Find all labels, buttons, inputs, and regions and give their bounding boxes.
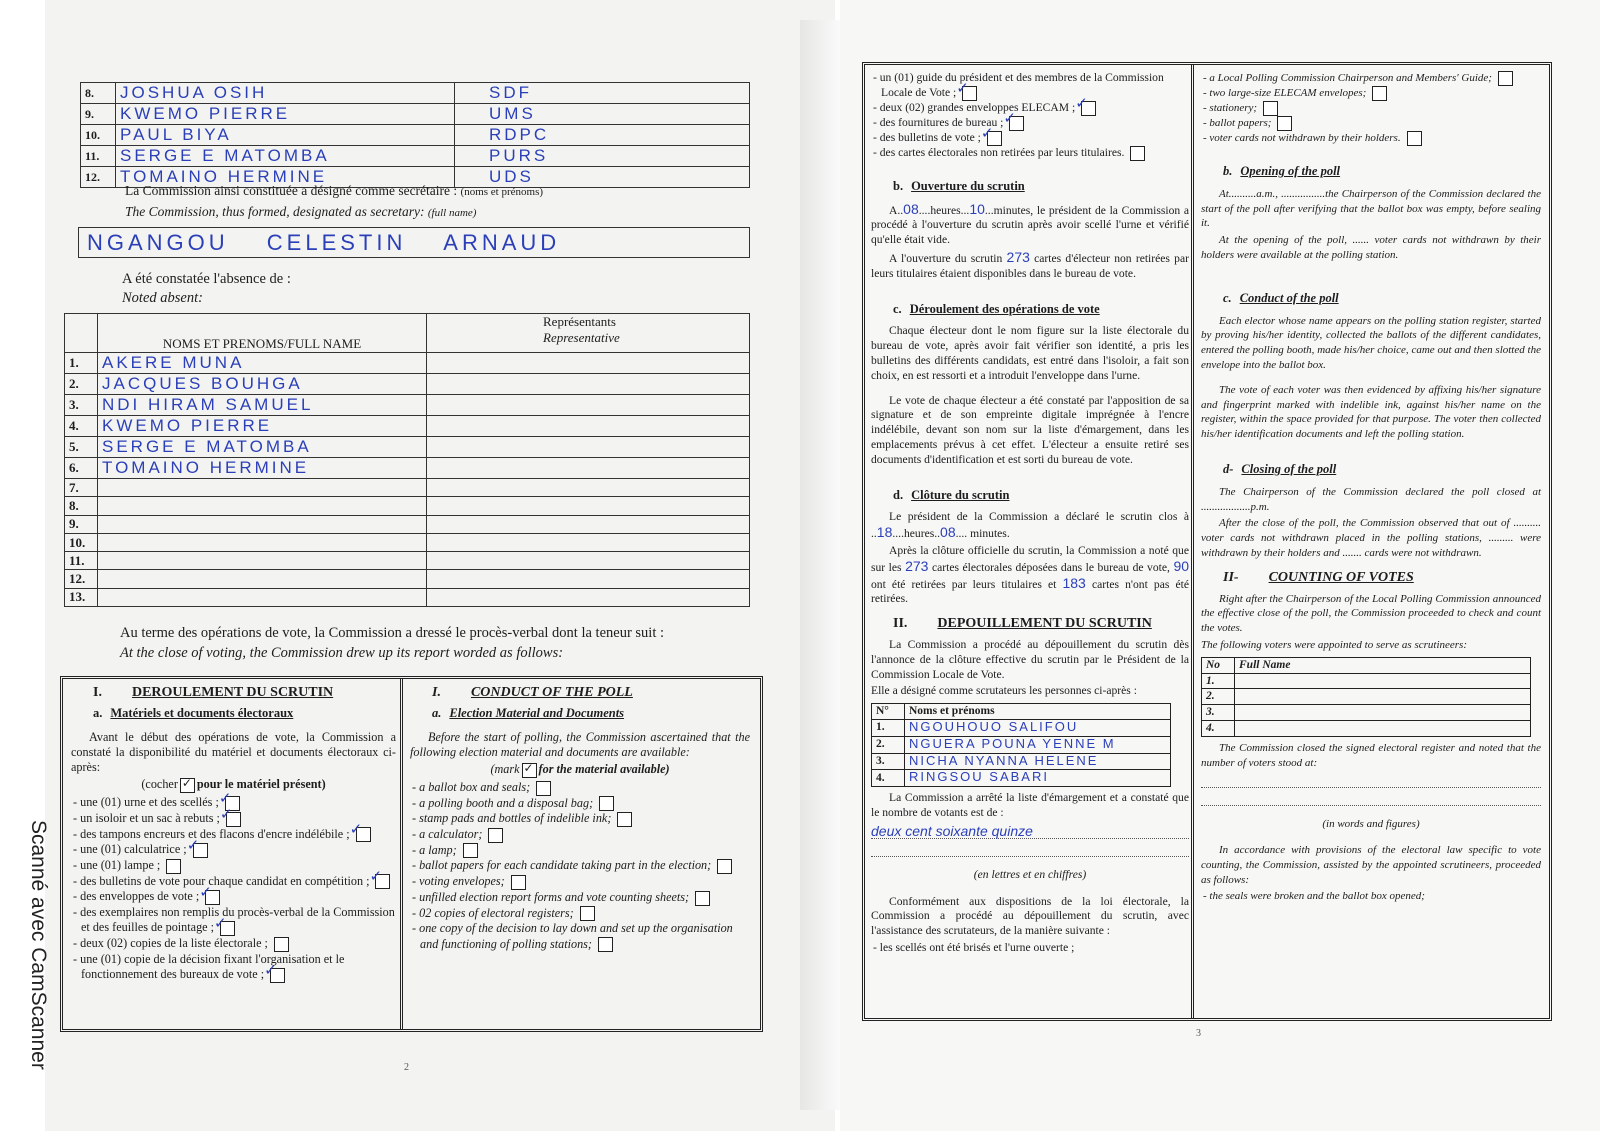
absent-num-header (65, 314, 98, 353)
absent-row (65, 395, 750, 416)
scrutineer-num: 3. (872, 753, 905, 770)
material-item-label: - des bulletins de vote ; (873, 130, 981, 144)
material-item-label: - des tampons encreurs et des flacons d'encre indélébile ; (73, 826, 350, 841)
material-item (71, 811, 396, 827)
column-divider (1191, 65, 1197, 1018)
material-checkbox[interactable] (717, 859, 732, 874)
member-party-cell[interactable] (455, 83, 750, 104)
material-item (871, 101, 1189, 116)
material-item-label: - a polling booth and a disposal bag; (412, 795, 594, 810)
absent-num: 4. (65, 416, 98, 437)
voters-count-field-en-line2[interactable] (1201, 791, 1541, 806)
section1-french-column: I. DEROULEMENT DU SCRUTIN a. Matériels et documents électoraux Avant le début des opérations de vote, la Commission a constaté la disponibilité du matériel et documents électoraux ci-après: (cocher ✓ pour le matériel présent) - une (01) urne et des scellés ;✓ - un isoloir et un sac à rebuts ;✓ - des tampons encreurs et des flacons d'encre indélébile ;✓ - une (01) calculatrice ;✓ - une (01) lampe ; - des bulletins de vote pour chaque candidat en compétition ;✓ - des enveloppes de vote ;✓ - des exemplaires non remplis du procès-verbal de la Commission et des feuilles de pointage ;✓ - deux (02) copies de la liste électorale ; - une (01) copie de la décision fixant l'organisation et le fonctionnement des bureaux de vote ;✓ (71, 685, 396, 983)
member-party-cell[interactable] (455, 104, 750, 125)
closing-hours-field[interactable]: 18 (876, 524, 893, 541)
member-party: RDPC (489, 125, 550, 144)
absent-row (65, 552, 750, 570)
absent-rep-cell[interactable] (427, 437, 750, 458)
absent-name-cell[interactable] (98, 497, 427, 515)
material-checkbox[interactable] (274, 937, 289, 952)
member-row (81, 125, 750, 146)
voters-count-field-line2[interactable] (871, 842, 1189, 857)
absent-row (65, 533, 750, 551)
report-intro: Au terme des opérations de vote, la Commission a dressé le procès-verbal dont la teneur suit : At the close of voting, the Commission drew up its report worded as follows: (120, 625, 665, 661)
member-num: 11. (81, 146, 116, 167)
absent-name: NDI HIRAM SAMUEL (102, 395, 314, 414)
page-gutter (800, 20, 840, 1110)
absent-rep-cell[interactable] (427, 416, 750, 437)
absent-num: 7. (65, 479, 98, 497)
absent-num: 5. (65, 437, 98, 458)
absent-name-cell[interactable] (98, 533, 427, 551)
material-item (410, 811, 750, 827)
scrutineer-row (872, 736, 1171, 753)
commission-members-table (80, 82, 750, 188)
member-party-cell[interactable] (455, 125, 750, 146)
secretary-name-field[interactable] (78, 227, 750, 258)
material-checkbox[interactable] (488, 828, 503, 843)
material-checkbox[interactable] (205, 890, 220, 905)
material-item-label: - des bulletins de vote pour chaque candidat en compétition ; (73, 873, 370, 888)
scrutineer-row (1202, 720, 1531, 736)
material-item (71, 905, 396, 936)
material-item (410, 921, 750, 952)
voters-count-field-en[interactable] (1201, 773, 1541, 788)
absent-num: 8. (65, 497, 98, 515)
cards-withdrawn-field[interactable]: 90 (1173, 557, 1190, 574)
material-checkbox[interactable] (375, 874, 390, 889)
material-item-label: - une (01) lampe ; (73, 858, 161, 872)
scrutineer-row (1202, 673, 1531, 689)
material-item-label: - des fournitures de bureau ; (873, 115, 1004, 129)
absent-row (65, 458, 750, 479)
material-item (410, 890, 750, 906)
material-item (410, 874, 750, 890)
scrutineer-name-cell[interactable] (1235, 720, 1531, 736)
material-item (71, 874, 396, 890)
scrutineer-name-cell[interactable] (905, 736, 1171, 753)
scrutineer-num: 4. (872, 770, 905, 787)
absent-rep-cell[interactable] (427, 533, 750, 551)
material-item-label: - one copy of the decision to lay down and set up the organisation and functioning of polling stations; (412, 921, 733, 951)
scrutineer-name: RINGSOU SABARI (909, 769, 1049, 785)
absent-num: 1. (65, 353, 98, 374)
member-name: TOMAINO HERMINE (120, 167, 328, 186)
member-party: UMS (489, 104, 536, 123)
absent-rep-cell[interactable] (427, 570, 750, 588)
material-item (71, 889, 396, 905)
member-party-cell[interactable] (455, 146, 750, 167)
scrutineer-name: NGOUHOUO SALIFOU (909, 718, 1079, 734)
material-item-label: - unfilled election report forms and vote counting sheets; (412, 889, 690, 904)
absent-name-cell[interactable] (98, 374, 427, 395)
absent-num: 11. (65, 552, 98, 570)
material-checkbox[interactable] (617, 812, 632, 827)
absent-rep-cell[interactable] (427, 374, 750, 395)
material-checkbox[interactable] (1407, 131, 1422, 146)
absent-name-cell[interactable] (98, 570, 427, 588)
material-checkbox[interactable] (166, 859, 181, 874)
scrutineer-name: NICHA NYANNA HELENE (909, 752, 1099, 768)
material-item-label: - une (01) copie de la décision fixant l'organisation et le fonctionnement des bureaux de vote ; (73, 951, 345, 982)
material-item-label: - un isoloir et un sac à rebuts ; (73, 810, 220, 825)
member-row (81, 104, 750, 125)
absent-rep-header: Représentants Representative (427, 314, 750, 353)
material-item-label: - stationery; (1203, 102, 1258, 115)
member-name-cell[interactable] (116, 125, 455, 146)
material-checkbox[interactable] (193, 843, 208, 858)
material-checkbox[interactable] (220, 921, 235, 936)
material-item (410, 906, 750, 922)
scrutineer-num: 1. (1202, 673, 1235, 689)
material-item-label: - un (01) guide du président et des membres de la Commission Locale de Vote ; (873, 71, 1164, 99)
cards-deposited-field[interactable]: 273 (905, 557, 929, 574)
scrutineer-name-cell[interactable] (905, 753, 1171, 770)
absent-name-cell[interactable] (98, 479, 427, 497)
scanner-watermark: Scanné avec CamScanner (27, 820, 50, 1070)
scrutineer-name-cell[interactable] (1235, 689, 1531, 705)
scrutineer-num: 4. (1202, 720, 1235, 736)
absent-num: 12. (65, 570, 98, 588)
member-party: PURS (489, 146, 549, 165)
material-item-label: - a Local Polling Commission Chairperson and Members' Guide; (1203, 72, 1492, 85)
member-num: 8. (81, 83, 116, 104)
material-item (410, 843, 750, 859)
opening-hours-field[interactable]: 08 (903, 200, 919, 217)
member-row (81, 146, 750, 167)
scrutineer-name: NGUERA POUNA YENNE M (909, 735, 1116, 751)
material-checkbox[interactable] (599, 796, 614, 811)
closing-minutes-field[interactable]: 08 (940, 524, 956, 541)
absent-rep-cell[interactable] (427, 395, 750, 416)
section-conduct-frame-right (862, 62, 1552, 1021)
scrutineer-name-cell[interactable] (1235, 705, 1531, 721)
absent-num: 9. (65, 515, 98, 533)
scrutineer-num: 2. (872, 736, 905, 753)
absent-row (65, 437, 750, 458)
absent-num: 10. (65, 533, 98, 551)
absent-num: 13. (65, 588, 98, 606)
material-checkbox[interactable] (962, 86, 977, 101)
material-item-label: - 02 copies of electoral registers; (412, 905, 574, 920)
member-num: 10. (81, 125, 116, 146)
material-item-label: - deux (02) grandes enveloppes ELECAM ; (873, 100, 1076, 114)
scrutineer-name-cell[interactable] (905, 770, 1171, 787)
member-name: JOSHUA OSIH (120, 83, 268, 102)
absent-members-table (64, 313, 750, 607)
material-checkbox[interactable] (1130, 146, 1145, 161)
cards-not-withdrawn-field[interactable]: 183 (1062, 574, 1086, 591)
absent-name-header: NOMS ET PRENOMS/FULL NAME (98, 314, 427, 353)
column-divider (400, 679, 406, 1029)
material-item-label: - a calculator; (412, 827, 483, 841)
member-party: UDS (489, 167, 534, 186)
page-number-right: 3 (1196, 1028, 1201, 1039)
absent-row (65, 570, 750, 588)
absent-row (65, 416, 750, 437)
scrutineer-row (872, 770, 1171, 787)
absent-num: 2. (65, 374, 98, 395)
absent-row (65, 497, 750, 515)
material-checkbox[interactable] (1277, 116, 1292, 131)
absent-row (65, 515, 750, 533)
material-checkbox[interactable] (356, 827, 371, 842)
material-checkbox[interactable] (987, 131, 1002, 146)
material-item (410, 827, 750, 843)
material-checkbox[interactable] (1372, 86, 1387, 101)
material-item (71, 842, 396, 858)
absent-row (65, 479, 750, 497)
absent-row (65, 374, 750, 395)
material-checkbox[interactable] (270, 968, 285, 983)
material-item (1201, 131, 1541, 146)
material-item-label: - une (01) urne et des scellés ; (73, 795, 219, 810)
absent-name-cell[interactable] (98, 416, 427, 437)
material-checkbox[interactable] (226, 812, 241, 827)
material-item (871, 131, 1189, 146)
material-checkbox[interactable] (463, 843, 478, 858)
absent-rep-cell[interactable] (427, 353, 750, 374)
legend-checkbox-icon (180, 778, 195, 793)
material-item-label: - voting envelopes; (412, 874, 505, 889)
material-item (71, 936, 396, 952)
scrutineer-row (1202, 689, 1531, 705)
material-checkbox[interactable] (511, 875, 526, 890)
material-checkbox[interactable] (1498, 71, 1513, 86)
material-item (871, 146, 1189, 161)
absent-rep-cell[interactable] (427, 458, 750, 479)
material-item-label: - ballot papers for each candidate taking part in the election; (412, 858, 712, 873)
absent-name-cell[interactable] (98, 353, 427, 374)
member-row (81, 83, 750, 104)
scrutineer-name-cell[interactable] (1235, 673, 1531, 689)
absent-name: JACQUES BOUHGA (102, 374, 303, 393)
absent-rep-cell[interactable] (427, 479, 750, 497)
material-item-label: - des cartes électorales non retirées par leurs titulaires. (873, 145, 1125, 159)
opening-cards-field[interactable]: 273 (1006, 248, 1030, 265)
material-item (71, 827, 396, 843)
member-num: 12. (81, 167, 116, 188)
material-item-label: - une (01) calculatrice ; (73, 842, 187, 857)
scrutineer-num: 3. (1202, 705, 1235, 721)
absent-row (65, 588, 750, 606)
absent-rep-cell[interactable] (427, 515, 750, 533)
member-party: SDF (489, 83, 532, 102)
absent-num: 6. (65, 458, 98, 479)
material-item-label: - ballot papers; (1203, 117, 1272, 130)
material-item-label: - a ballot box and seals; (412, 779, 531, 794)
member-name: PAUL BIYA (120, 125, 232, 144)
opening-minutes-field[interactable]: 10 (969, 200, 985, 217)
scrutineer-num: 1. (872, 719, 905, 736)
material-checkbox[interactable] (1263, 101, 1278, 116)
material-checkbox[interactable] (580, 906, 595, 921)
absent-label: A été constatée l'absence de : Noted absent: (122, 271, 291, 306)
material-item (410, 858, 750, 874)
material-item-label: - deux (02) copies de la liste électorale ; (73, 936, 268, 951)
material-item-label: - two large-size ELECAM envelopes; (1203, 87, 1367, 100)
material-item (71, 795, 396, 811)
legend-checkbox-icon (522, 763, 537, 778)
material-item (410, 796, 750, 812)
absent-row (65, 353, 750, 374)
material-item (1201, 71, 1541, 86)
member-name: SERGE E MATOMBA (120, 146, 330, 165)
voters-count-field[interactable]: deux cent soixante quinze (871, 824, 1189, 839)
material-checkbox[interactable] (598, 937, 613, 952)
secretary-name: NGANGOU CELESTIN ARNAUD (87, 230, 561, 255)
absent-name: AKERE MUNA (102, 353, 245, 372)
absent-rep-cell[interactable] (427, 497, 750, 515)
member-name-cell[interactable] (116, 83, 455, 104)
french-column: - un (01) guide du président et des membres de la Commission Locale de Vote ;✓ - deux (02) grandes enveloppes ELECAM ;✓ - des fournitures de bureau ;✓ - des bulletins de vote ;✓ - des cartes électorales non retirées par leurs titulaires. b. Ouverture du scrutin A..08....heures...10...minutes, le président de la Commission a procédé à l'ouverture du scrutin après avoir scellé l'urne et vérifié qu'elle était vide. A l'ouverture du scrutin 273 cartes d'électeur non retirées par leurs titulaires étaient disponibles dans le bureau de vote. c. Déroulement des opérations de vote Chaque électeur dont le nom figure sur la liste électorale du bureau de vote, après avoir fait vérifier son identité, a pris les bulletins des différents candidats, est entré dans l'isoloir, a fait son choix, en est ressorti et a introduit l'enveloppe dans l'urne. Le vote de chaque électeur a été constaté par l'apposition de sa signature et de son empreinte digitale imprégnée à l'encre indélébile, devant son nom sur la liste d'émargement, dans les emplacements prévus à cet effet. L'électeur a ensuite retiré ses documents d'identification et est sorti du bureau de vote. d. Clôture du scrutin Le président de la Commission a déclaré le scrutin clos à ..18....heures..08.... minutes. Après la clôture officielle du scrutin, la Commission a noté que sur les 273 cartes électorales déposées dans le bureau de vote, 90 ont été retirées par leurs titulaires et 183 cartes n'ont pas été retirées. II. DEPOUILLEMENT DU SCRUTIN La Commission a procédé au dépouillement du scrutin dès l'annonce de la clôture effective du scrutin par le Président de la Commission Locale de Vote. Elle a désigné comme scrutateurs les personnes ci-après : N° Noms et prénoms 1. NGOUHOUO SALIFOU 2. NGUERA POUNA YENNE M 3. NICHA NYANNA HELENE 4. RINGSOU SABARI La Commission a arrêté la liste d'émargement et a constaté que le nombre de votants est de : deux cent soixante quinze (en lettres et en chiffres) Conformément aux dispositions de la loi électorale, la Commission a procédé au dépouillement du scrutin, avec l'assistance des scrutateurs, de la manière suivante : - les scellés ont été brisés et l'urne ouverte ; (871, 71, 1189, 956)
scrutineers-table-fr: N° Noms et prénoms 1. NGOUHOUO SALIFOU 2. NGUERA POUNA YENNE M 3. NICHA NYANNA HELENE 4. RINGSOU SABARI (871, 703, 1171, 787)
absent-name: KWEMO PIERRE (102, 416, 273, 435)
member-num: 9. (81, 104, 116, 125)
material-checkbox[interactable] (1081, 101, 1096, 116)
material-item-label: - stamp pads and bottles of indelible ink; (412, 811, 612, 826)
section-conduct-frame-left (60, 676, 763, 1032)
material-item (871, 71, 1189, 101)
absent-name-cell[interactable] (98, 437, 427, 458)
absent-rep-cell[interactable] (427, 552, 750, 570)
scrutineer-row (1202, 705, 1531, 721)
scrutineer-row (872, 753, 1171, 770)
material-checkbox[interactable] (536, 781, 551, 796)
material-item (71, 952, 396, 983)
material-item-label: - voter cards not withdrawn by their holders. (1203, 132, 1401, 145)
absent-name: TOMAINO HERMINE (102, 458, 310, 477)
member-name-cell[interactable] (116, 146, 455, 167)
material-item-label: - des enveloppes de vote ; (73, 889, 200, 904)
material-item (1201, 101, 1541, 116)
scrutineer-num: 2. (1202, 689, 1235, 705)
absent-name-cell[interactable] (98, 588, 427, 606)
scrutineer-row (872, 719, 1171, 736)
material-checkbox[interactable] (695, 891, 710, 906)
member-name: KWEMO PIERRE (120, 104, 291, 123)
absent-rep-cell[interactable] (427, 588, 750, 606)
material-item (410, 780, 750, 796)
absent-name-cell[interactable] (98, 458, 427, 479)
absent-name-cell[interactable] (98, 515, 427, 533)
page-number-left: 2 (404, 1062, 409, 1073)
material-item (71, 858, 396, 874)
scrutineers-table-en: No Full Name 1. 2. 3. 4. (1201, 657, 1531, 737)
material-checkbox[interactable] (1009, 116, 1024, 131)
absent-name: SERGE E MATOMBA (102, 437, 312, 456)
material-item-label: - des exemplaires non remplis du procès-verbal de la Commission et des feuilles de pointage ; (73, 905, 395, 935)
english-column: - a Local Polling Commission Chairperson and Members' Guide; - two large-size ELECAM envelopes; - stationery; - ballot papers; - voter cards not withdrawn by their holders. b. Opening of the poll At..........a.m., ................the Chairperson of the Commission declared the start of the poll after verifying that the ballot box was empty, before sealing it. At the opening of the poll, ...... voter cards not withdrawn by their holders were available at the polling station. c. Conduct of the poll Each elector whose name appears on the polling station register, started by proving his/her identity, collected the ballots of the different candidates, entered the polling booth, made his/her choice, came out and then slotted the envelope into the ballot box. The vote of each voter was then evidenced by affixing his/her signature and fingerprint marked with indelible ink, against his/her name on the register, within the space provided for that purpose. The voter then collected his/her identification documents and left the polling station. d- Closing of the poll The Chairperson of the Commission declared the poll closed at ..................p.m. After the close of the poll, the Commission observed that out of .......... voter cards not withdrawn placed in the polling stations, ......... were withdrawn by their holders and ....... cards were not withdrawn. II- COUNTING OF VOTES Right after the Chairperson of the Local Polling Commission announced the effective close of the poll, the Commission proceeded to check and count the votes. The following voters were appointed to serve as scrutineers: No Full Name 1. 2. 3. 4. The Commission closed the signed electoral register and noted that the number of voters stood at: (in words and figures) In accordance with provisions of the electoral law specific to vote counting, the Commission, assisted by the appointed scrutineers, proceeded as follows: - the seals were broken and the ballot box opened; (1201, 72, 1541, 903)
secretary-label: La Commission ainsi constituée a désigné comme secrétaire : (noms et prénoms) The Commission, thus formed, designated as secretary: (full name) (125, 183, 544, 219)
material-item (1201, 116, 1541, 131)
material-item-label: - a lamp; (412, 842, 457, 857)
absent-name-cell[interactable] (98, 395, 427, 416)
absent-name-cell[interactable] (98, 552, 427, 570)
absent-num: 3. (65, 395, 98, 416)
material-item (871, 116, 1189, 131)
scrutineer-name-cell[interactable] (905, 719, 1171, 736)
section1-english-column: I. CONDUCT OF THE POLL a. Election Material and Documents Before the start of polling, the Commission ascertained that the following election material and documents are available: (mark ✓ for the material available) - a ballot box and seals; - a polling booth and a disposal bag; - stamp pads and bottles of indelible ink; - a calculator; - a lamp; - ballot papers for each candidate taking part in the election; - voting envelopes; - unfilled election report forms and vote counting sheets; - 02 copies of electoral registers; - one copy of the decision to lay down and set up the organisation and functioning of polling stations; (410, 685, 750, 952)
material-item (1201, 86, 1541, 101)
member-name-cell[interactable] (116, 104, 455, 125)
